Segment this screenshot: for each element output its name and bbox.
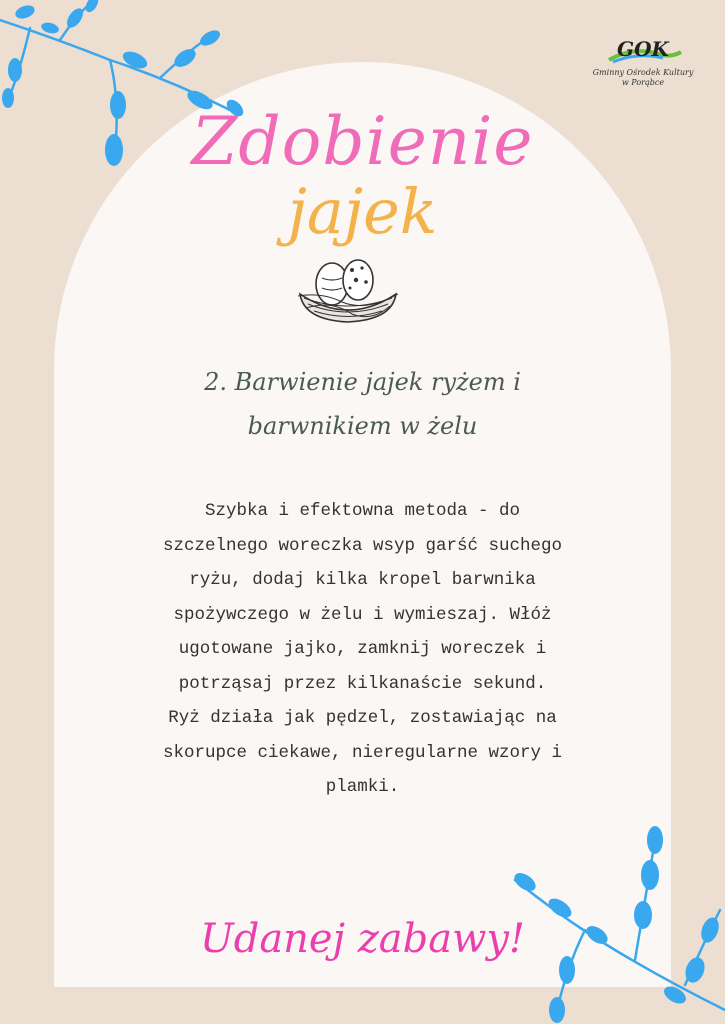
subtitle-line-1: 2. Barwienie jajek ryżem i <box>204 368 521 396</box>
title-line-2: jajek <box>287 175 438 248</box>
body-line: plamki. <box>325 777 400 797</box>
body-line: ryżu, dodaj kilka kropel barwnika <box>189 570 536 590</box>
section-subtitle <box>120 360 605 448</box>
gok-logo <box>588 36 698 106</box>
body-line: Ryż działa jak pędzel, zostawiając na <box>168 708 557 728</box>
body-line: ugotowane jajko, zamknij woreczek i <box>178 639 547 659</box>
logo-line-1: Gminny Ośrodek Kultury <box>592 68 694 77</box>
egg-nest-icon <box>292 256 404 326</box>
title-line-1: Zdobienie <box>191 103 534 180</box>
subtitle-line-2: barwnikiem w żelu <box>247 412 478 440</box>
body-line: Szybka i efektowna metoda - do <box>204 501 521 521</box>
logo-mark: GOK <box>617 37 669 61</box>
logo-line-2: w Porąbce <box>621 78 665 87</box>
body-line: szczelnego woreczka wsyp garść suchego <box>162 535 563 556</box>
closing-message: Udanej zabawy! <box>200 916 525 962</box>
gok-logo-icon <box>603 36 683 68</box>
body-line: spożywczego w żelu i wymieszaj. Włóż <box>173 604 552 625</box>
body-line: potrząsaj przez kilkanaście sekund. <box>178 673 547 694</box>
body-line: skorupce ciekawe, nieregularne wzory i <box>162 742 563 763</box>
instructions-text <box>112 494 613 805</box>
